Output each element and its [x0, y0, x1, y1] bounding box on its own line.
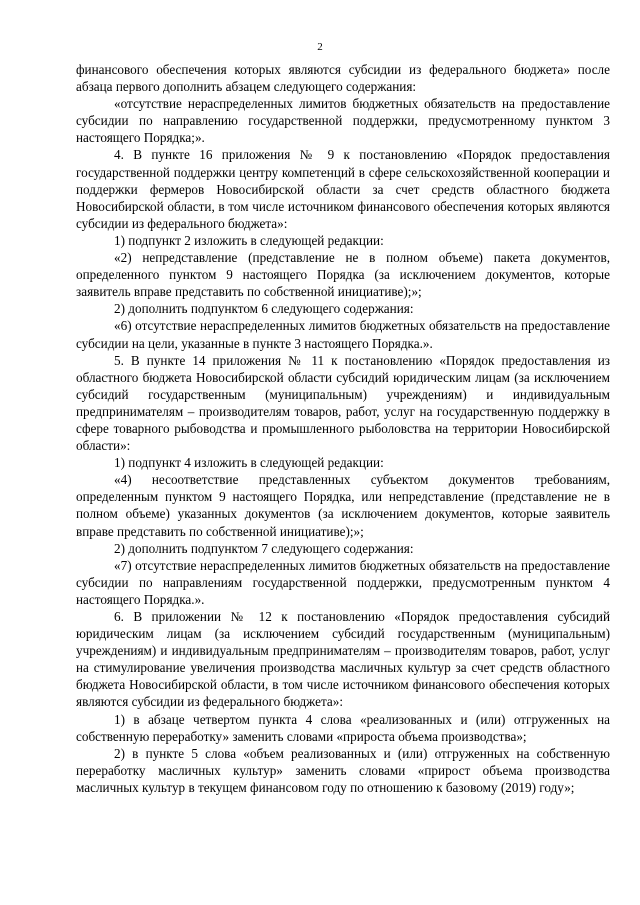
paragraph: 2) дополнить подпунктом 7 следующего содержания: [114, 540, 414, 556]
paragraph: финансового обеспечения которых являются субсидии из федерального бюджета» после абзаца первого дополнить абзацем следующего содержания: [76, 62, 610, 95]
paragraph: 1) подпункт 2 изложить в следующей редакции: [114, 232, 384, 248]
page-number: 2 [317, 41, 323, 53]
paragraph: 6. В приложении № 12 к постановлению «Порядок предоставления субсидий юридическим лицам (за исключением субсидий государственным (муниципальным) учреждениям) и индивидуальным предпринимателям – производителям товаров, работ, услуг на стимулирование увеличения производства масличных культур за счет средств областного бюджета Новосибирской области, в том числе источником финансового обеспечения которых являются субсидии из федерального бюджета»: [76, 609, 610, 710]
paragraph: 2) дополнить подпунктом 6 следующего содержания: [114, 301, 414, 317]
paragraph: 1) в абзаце четвертом пункта 4 слова «реализованных и (или) отгруженных на собственную переработку» заменить словами «прироста объема производства»; [76, 711, 610, 744]
paragraph: «7) отсутствие нераспределенных лимитов бюджетных обязательств на предоставление субсидии по направлениям государственной поддержки, предусмотренным пунктом 4 настоящего Порядка.». [76, 557, 610, 607]
document-body [76, 61, 610, 796]
paragraph: «2) непредставление (представление не в полном объеме) пакета документов, определенного пунктом 9 настоящего Порядка (за исключением документов, которые заявитель вправе представить по собственной инициативе);»; [76, 250, 610, 300]
paragraph: «4) несоответствие представленных субъектом документов требованиям, определенным пунктом 9 настоящего Порядка, или непредставление (представление не в полном объеме) указанных документов (за исключением документов, которые заявитель вправе представить по собственной инициативе);»; [76, 472, 610, 539]
paragraph: 4. В пункте 16 приложения № 9 к постановлению «Порядок предоставления государственной поддержки центру компетенций в сфере сельскохозяйственной кооперации и поддержки фермеров Новосибирской области за счет средств областного бюджета Новосибирской области, в том числе источником финансового обеспечения которых являются субсидии из федерального бюджета»: [76, 147, 610, 231]
paragraph: «отсутствие нераспределенных лимитов бюджетных обязательств на предоставление субсидии по направлению государственной поддержки, предусмотренному пунктом 3 настоящего Порядка;». [76, 96, 610, 146]
paragraph: 5. В пункте 14 приложения № 11 к постановлению «Порядок предоставления из областного бюджета Новосибирской области субсидий юридическим лицам (за исключением субсидий государственным (муниципальным) учреждениям) и индивидуальным предпринимателям – производителям товаров, работ, услуг на государственную поддержку в сфере товарного рыбоводства и промышленного рыболовства на территории Новосибирской области»: [76, 352, 610, 454]
paragraph: «6) отсутствие нераспределенных лимитов бюджетных обязательств на предоставление субсидии на цели, указанные в пункте 3 настоящего Порядка.». [76, 318, 610, 351]
paragraph: 2) в пункте 5 слова «объем реализованных и (или) отгруженных на собственную переработку масличных культур» заменить словами «прирост объема производства масличных культур в текущем финансовом году по отношению к базовому (2019) году»; [76, 745, 610, 795]
paragraph: 1) подпункт 4 изложить в следующей редакции: [114, 455, 384, 471]
